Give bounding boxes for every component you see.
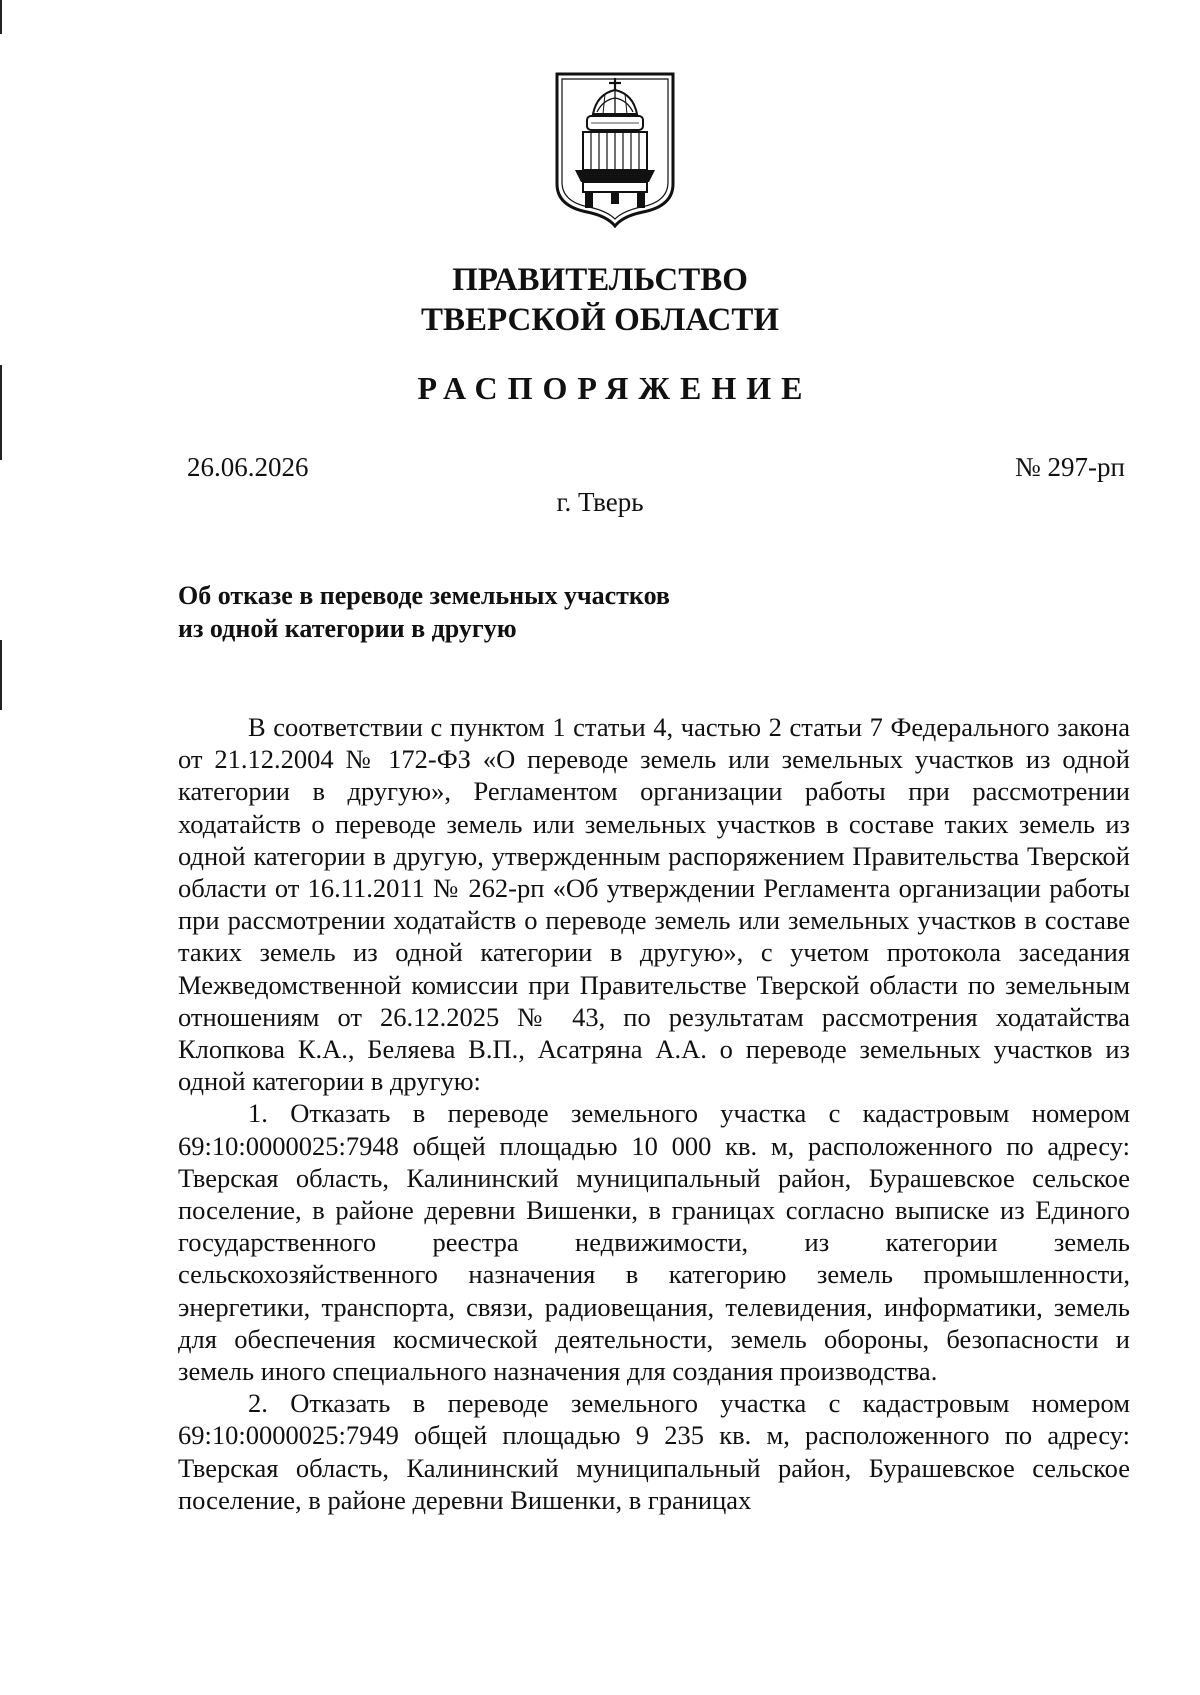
tver-coat-of-arms-icon	[553, 72, 677, 228]
order-item-1: 1. Отказать в переводе земельного участка с кадастровым номером 69:10:0000025:7948 общей площадью 10 000 кв. м, расположенного по адресу: Тверская область, Калининский муниципальный район, Бурашевское сельское поселение, в районе деревни Вишенки, в границах согласно выписке из Единого государственного реестра недвижимости, из категории земель сельскохозяйственного назначения в категорию земель промышленности, энергетики, транспорта, связи, радиовещания, телевидения, информатики, земель для обеспечения космической деятельности, земель обороны, безопасности и земель иного специального назначения для создания производства.	[178, 1098, 1130, 1387]
organization-name	[0, 260, 1200, 340]
document-type: РАСПОРЯЖЕНИЕ	[417, 370, 813, 406]
order-item-2: 2. Отказать в переводе земельного участка с кадастровым номером 69:10:0000025:7949 общей площадью 9 235 кв. м, расположенного по адресу: Тверская область, Калининский муниципальный район, Бурашевское сельское поселение, в районе деревни Вишенки, в границах	[178, 1388, 1130, 1515]
scan-edge-mark	[0, 0, 2, 34]
scan-edge-mark	[0, 640, 2, 710]
document-date: 26.06.2026	[187, 452, 309, 482]
organization-line: ПРАВИТЕЛЬСТВО	[452, 262, 748, 298]
preamble-paragraph: В соответствии с пунктом 1 статьи 4, частью 2 статьи 7 Федерального закона от 21.12.2004 № 172-ФЗ «О переводе земель или земельных участков из одной категории в другую», Регламентом организации работы при рассмотрении ходатайств о переводе земель или земельных участков в составе таких земель из одной категории в другую, утвержденным распоряжением Правительства Тверской области от 16.11.2011 № 262-рп «Об утверждении Регламента организации работы при рассмотрении ходатайств о переводе земель или земельных участков в составе таких земель из одной категории в другую», с учетом протокола заседания Межведомственной комиссии при Правительстве Тверской области по земельным отношениям от 26.12.2025 № 43, по результатам рассмотрения ходатайства Клопкова К.А., Беляева В.П., Асатряна А.А. о переводе земельных участков из одной категории в другую:	[178, 712, 1130, 1097]
document-subject	[178, 579, 878, 645]
organization-line: ТВЕРСКОЙ ОБЛАСТИ	[420, 302, 780, 338]
subject-line: Об отказе в переводе земельных участков	[178, 581, 670, 610]
subject-line: из одной категории в другую	[178, 614, 517, 643]
document-city: г. Тверь	[556, 487, 644, 517]
document-number: № 297-рп	[1015, 452, 1125, 482]
document-body	[178, 711, 1130, 1516]
